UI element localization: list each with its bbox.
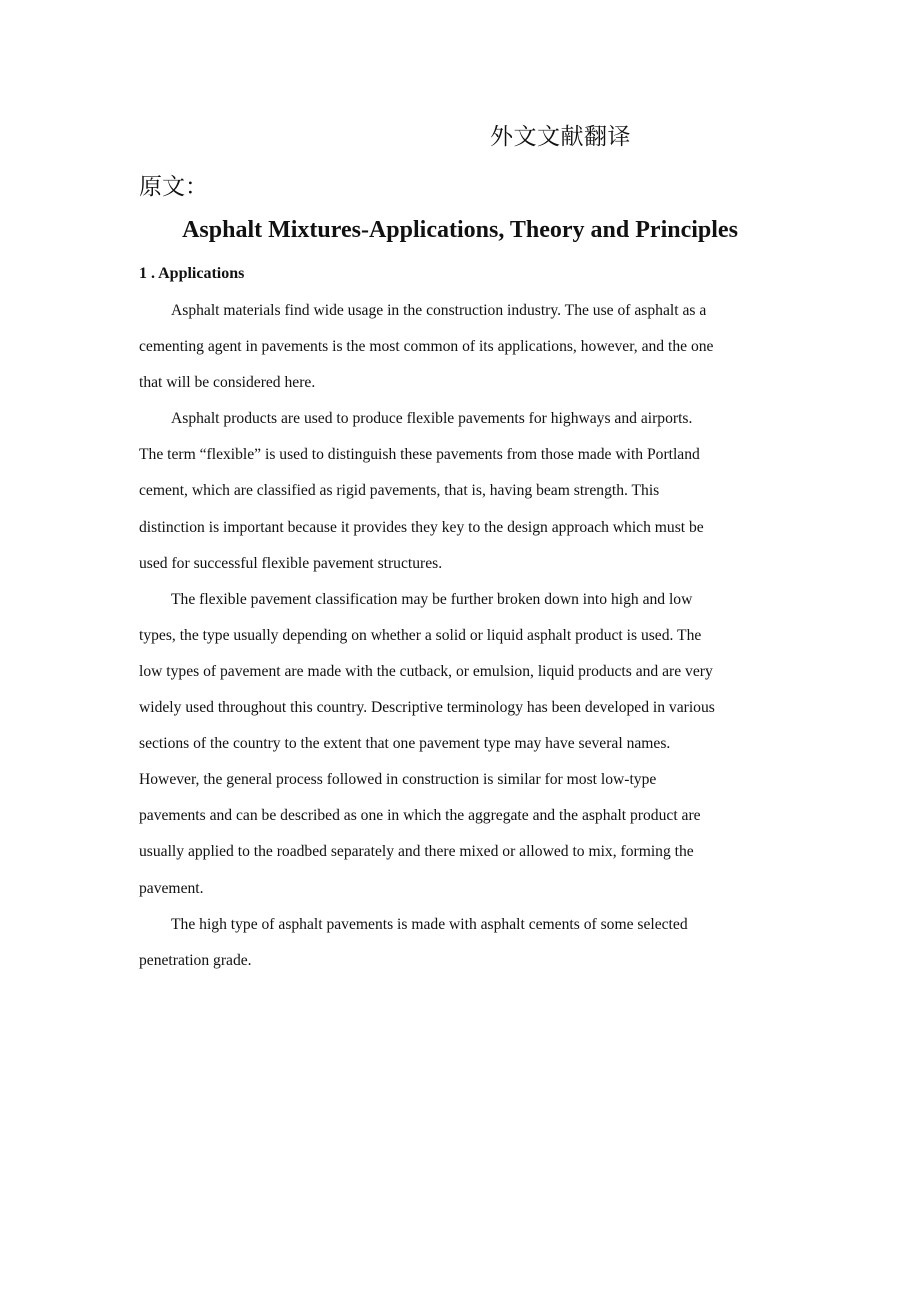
text-line: types, the type usually depending on whether a solid or liquid asphalt product is used. The: [139, 626, 702, 644]
text-line: Asphalt products are used to produce flexible pavements for highways and airports.: [171, 410, 693, 428]
text-line: that will be considered here.: [139, 374, 316, 392]
text-line: penetration grade.: [139, 951, 252, 969]
text-line: low types of pavement are made with the cutback, or emulsion, liquid products and are very: [139, 662, 713, 680]
text-line: The term “flexible” is used to distinguish these pavements from those made with Portland: [139, 446, 700, 464]
paper-title: Asphalt Mixtures-Applications, Theory and Principles: [182, 217, 738, 243]
text-line: pavements and can be described as one in which the aggregate and the asphalt product are: [139, 807, 701, 825]
document-header-title: 外文文献翻译: [490, 124, 631, 150]
text-line: The flexible pavement classification may be further broken down into high and low: [171, 590, 693, 608]
text-line: used for successful flexible pavement structures.: [139, 554, 443, 572]
section-heading: 1 . Applications: [139, 265, 245, 282]
text-line: sections of the country to the extent that one pavement type may have several names.: [139, 735, 671, 753]
paragraph: [139, 298, 799, 406]
text-line: However, the general process followed in construction is similar for most low-type: [139, 771, 657, 789]
text-line: widely used throughout this country. Descriptive terminology has been developed in various: [139, 699, 715, 717]
text-line: cementing agent in pavements is the most common of its applications, however, and the one: [139, 338, 714, 356]
paragraph: [139, 406, 799, 586]
text-line: pavement.: [139, 879, 204, 897]
text-line: distinction is important because it provides they key to the design approach which must be: [139, 518, 704, 536]
paragraph: [139, 587, 799, 912]
paragraph: [139, 912, 799, 984]
original-text-label: 原文：: [139, 174, 208, 200]
text-line: The high type of asphalt pavements is made with asphalt cements of some selected: [171, 915, 688, 933]
text-line: usually applied to the roadbed separately and there mixed or allowed to mix, forming the: [139, 843, 694, 861]
body-text: [139, 298, 799, 984]
text-line: Asphalt materials find wide usage in the construction industry. The use of asphalt as a: [171, 302, 707, 319]
text-line: cement, which are classified as rigid pavements, that is, having beam strength. This: [139, 482, 660, 500]
